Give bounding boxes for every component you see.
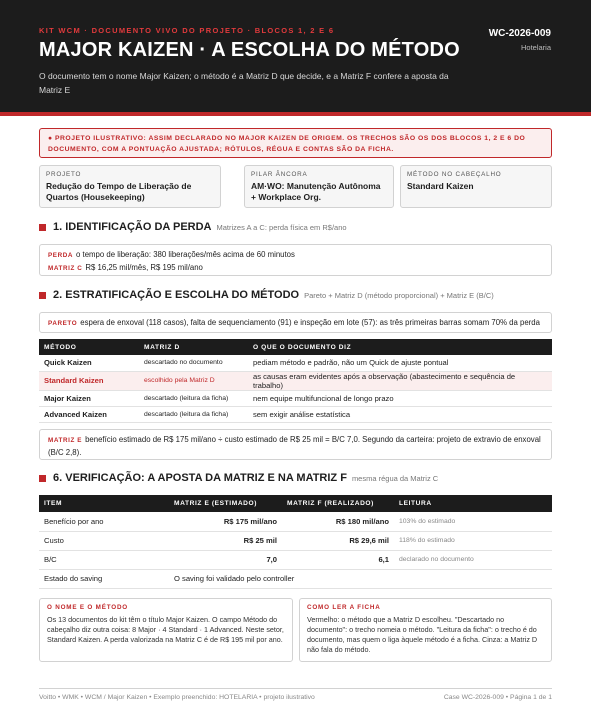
saving-state-cell: O saving foi validado pelo controller bbox=[169, 569, 552, 588]
section-title: 6. VERIFICAÇÃO: A APOSTA DA MATRIZ E NA MATRIZ F bbox=[53, 472, 347, 484]
header-divider bbox=[0, 112, 591, 116]
estimated-cell: 7,0 bbox=[169, 550, 282, 569]
matrix-e-box bbox=[39, 429, 552, 460]
column-header: O QUE O DOCUMENTO DIZ bbox=[248, 339, 552, 355]
illustrative-banner: ● PROJETO ILUSTRATIVO: ASSIM DECLARADO NO MAJOR KAIZEN DE ORIGEM. OS TRECHOS SÃO OS DOS BLOCOS 1, 2 E 6 DO DOCUMENTO, COM A PONTUAÇÃO AJUSTADA; RÓTULOS, RÉGUA E CONTAS SÃO DA FICHA. bbox=[39, 128, 552, 158]
card-key: PROJETO bbox=[46, 171, 82, 178]
card-project bbox=[39, 165, 221, 208]
section-title: 2. ESTRATIFICAÇÃO E ESCOLHA DO MÉTODO bbox=[53, 289, 300, 301]
says-cell: pediam método e padrão, não um Quick de ajuste pontual bbox=[248, 355, 552, 371]
item-cell: Benefício por ano bbox=[39, 512, 169, 531]
method-cell: Standard Kaizen bbox=[39, 371, 139, 390]
case-sector: Hotelaria bbox=[520, 43, 551, 52]
note-how-to-read bbox=[299, 598, 552, 662]
column-header: MATRIZ E (ESTIMADO) bbox=[169, 495, 282, 512]
column-header: ITEM bbox=[39, 495, 169, 512]
realized-cell: R$ 180 mil/ano bbox=[282, 512, 394, 531]
matrix-d-cell: descartado (leitura da ficha) bbox=[139, 390, 248, 406]
section-marker bbox=[39, 224, 46, 231]
column-header: MÉTODO bbox=[39, 339, 139, 355]
footer-divider bbox=[39, 688, 552, 689]
column-header: LEITURA bbox=[394, 495, 552, 512]
column-header: MATRIZ D bbox=[139, 339, 248, 355]
tag-label: MATRIZ C bbox=[48, 264, 83, 272]
table-header-row bbox=[39, 339, 552, 355]
verification-table bbox=[39, 495, 552, 589]
table-row bbox=[39, 355, 552, 371]
table-row bbox=[39, 569, 552, 588]
realized-cell: 6,1 bbox=[282, 550, 394, 569]
document-header bbox=[0, 0, 591, 112]
section-marker bbox=[39, 475, 46, 482]
reading-cell: 103% do estimado bbox=[394, 512, 552, 531]
says-cell: nem equipe multifuncional de longo prazo bbox=[248, 390, 552, 406]
method-table bbox=[39, 339, 552, 423]
section-subtitle: Pareto + Matriz D (método proporcional) + Matriz E (B/C) bbox=[304, 291, 494, 300]
footer-left: Voitto • WMK • WCM / Major Kaizen • Exemplo preenchido: HOTELARIA • projeto ilustrativo bbox=[39, 694, 315, 701]
table-row bbox=[39, 550, 552, 569]
tag-label: PERDA bbox=[48, 252, 74, 259]
matrix-c-text: R$ 16,25 mil/mês, R$ 195 mil/ano bbox=[85, 262, 203, 272]
table-row bbox=[39, 512, 552, 531]
reading-cell: declarado no documento bbox=[394, 550, 552, 569]
loss-text: o tempo de liberação: 380 liberações/mês acima de 60 minutos bbox=[76, 250, 295, 259]
item-cell: Custo bbox=[39, 531, 169, 550]
pareto-box bbox=[39, 312, 552, 333]
matrix-d-cell: descartado (leitura da ficha) bbox=[139, 406, 248, 422]
says-cell: sem exigir análise estatística bbox=[248, 406, 552, 422]
card-value: Standard Kaizen bbox=[407, 181, 474, 191]
says-cell: as causas eram evidentes após a observação (abastecimento e sequência de trabalho) bbox=[248, 371, 552, 390]
table-row bbox=[39, 390, 552, 406]
estimated-cell: R$ 25 mil bbox=[169, 531, 282, 550]
tag-label: PARETO bbox=[48, 320, 78, 327]
note-title: COMO LER A FICHA bbox=[307, 604, 381, 611]
card-key: MÉTODO NO CABEÇALHO bbox=[407, 171, 502, 178]
matrix-d-cell: escolhido pela Matriz D bbox=[139, 371, 248, 390]
table-row bbox=[39, 406, 552, 422]
method-cell: Advanced Kaizen bbox=[39, 406, 139, 422]
estimated-cell: R$ 175 mil/ano bbox=[169, 512, 282, 531]
card-pillar bbox=[244, 165, 394, 208]
section-marker bbox=[39, 292, 46, 299]
card-value: Redução do Tempo de Liberação de Quartos (Housekeeping) bbox=[46, 181, 192, 202]
card-value: AM·WO: Manutenção Autônoma + Workplace Org. bbox=[251, 181, 381, 202]
table-row-selected bbox=[39, 371, 552, 390]
item-cell: Estado do saving bbox=[39, 569, 169, 588]
table-header-row bbox=[39, 495, 552, 512]
footer-right: Case WC-2026-009 • Página 1 de 1 bbox=[443, 694, 552, 701]
case-code: WC-2026-009 bbox=[488, 28, 551, 39]
table-row bbox=[39, 531, 552, 550]
section-subtitle: mesma régua da Matriz C bbox=[351, 474, 439, 483]
section-subtitle: Matrizes A a C: perda física em R$/ano bbox=[216, 223, 347, 232]
realized-cell: R$ 29,6 mil bbox=[282, 531, 394, 550]
method-cell: Major Kaizen bbox=[39, 390, 139, 406]
tag-label: MATRIZ E bbox=[48, 437, 83, 444]
column-header: MATRIZ F (REALIZADO) bbox=[282, 495, 394, 512]
reading-cell: 118% do estimado bbox=[394, 531, 552, 550]
note-text: Vermelho: o método que a Matriz D escolheu. "Descartado no documento": o trecho nomeia o método. "Leitura da ficha": o trecho é do documento, mas quem o liga àquele método é a ficha. Cinza: a Matriz D não fala do método. bbox=[307, 615, 538, 654]
pareto-text: espera de enxoval (118 casos), falta de sequenciamento (91) e inspeção em lote (57): as três primeiras barras somam 70% da perda bbox=[80, 318, 540, 327]
page-subtitle: O documento tem o nome Major Kaizen; o método é a Matriz D que decide, e a Matriz F confere a aposta da Matriz E bbox=[39, 71, 449, 95]
item-cell: B/C bbox=[39, 550, 169, 569]
page-title: MAJOR KAIZEN · A ESCOLHA DO MÉTODO bbox=[39, 39, 460, 61]
card-key: PILAR ÂNCORA bbox=[251, 171, 308, 178]
card-method bbox=[400, 165, 552, 208]
matrix-d-cell: descartado no documento bbox=[139, 355, 248, 371]
note-text: Os 13 documentos do kit têm o título Major Kaizen. O campo Método do cabeçalho diz outra coisa: 8 Major · 4 Standard · 1 Advanced. Neste setor, Standard Kaizen. A perda valorizada na Matriz C é de R$ 195 mil por ano. bbox=[47, 615, 284, 644]
method-cell: Quick Kaizen bbox=[39, 355, 139, 371]
matrix-e-text: benefício estimado de R$ 175 mil/ano ÷ custo estimado de R$ 25 mil = B/C 7,0. Segundo da carteira: projeto de extravio de enxoval (B/C 2,8). bbox=[48, 435, 541, 457]
note-name-and-method bbox=[39, 598, 293, 662]
note-title: O NOME E O MÉTODO bbox=[47, 604, 129, 611]
section-title: 1. IDENTIFICAÇÃO DA PERDA bbox=[53, 221, 212, 233]
header-kicker: KIT WCM · DOCUMENTO VIVO DO PROJETO · BLOCOS 1, 2 E 6 bbox=[39, 26, 335, 35]
loss-box bbox=[39, 244, 552, 276]
